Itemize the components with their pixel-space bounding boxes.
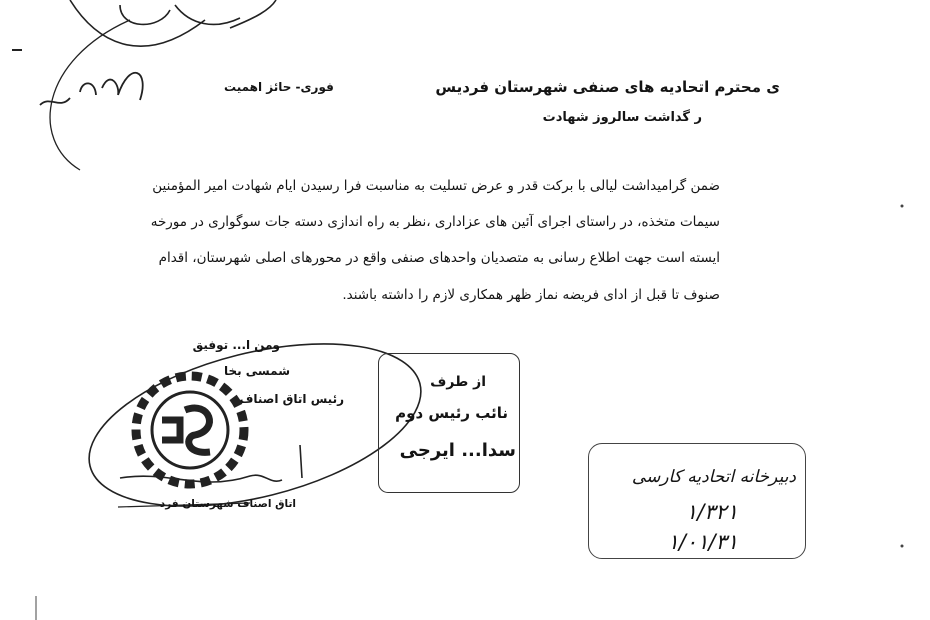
body-line: سیمات متخذه، در راستای اجرای آئین های عزاداری ،نظر به راه اندازی دسته جات سوگواری در مورخه (150, 214, 720, 230)
signature-line: شمسی بخا (223, 364, 290, 378)
body-line: ایسته است جهت اطلاع رسانی به متصدیان واحدهای صنفی واقع در محورهای اصلی شهرستان، اقدام (158, 250, 720, 266)
body-line: ضمن گرامیداشت لیالی با برکت قدر و عرض تسلیت به مناسبت فرا رسیدن ایام شهادت امیر المؤمنین (152, 178, 720, 194)
seal-emblem (136, 376, 244, 484)
addressee-line: ی محترم اتحادیه های صنفی شهرستان فردیس (435, 78, 780, 96)
margin-dot (901, 205, 904, 208)
registry-date: ۱/۰۱/۳۱ (667, 530, 738, 554)
subject-line: ر گداشت سالروز شهادت (542, 110, 702, 125)
signature-title: رئیس اتاق اصناف (239, 392, 344, 406)
handwritten-scribble (70, 0, 276, 46)
stamp-line: از طرف (430, 374, 486, 390)
registry-number: ۱/۳۲۱ (685, 500, 738, 524)
seal-text: اتاق اصناف شهرستان فرد (159, 498, 296, 510)
signature-line: ومن ا... توفیق (192, 338, 280, 352)
margin-dot (901, 545, 904, 548)
stamp-line: نائب رئیس دوم (395, 404, 508, 422)
body-line: صنوف تا قبل از ادای فریضه نماز ظهر همکاری لازم را داشته باشند. (342, 287, 720, 303)
stamp-name: سدا... ایرجی (399, 440, 516, 461)
urgency-label: فوری- حائز اهمیت (224, 80, 334, 94)
registry-title: دبیرخانه اتحادیه کارسی (631, 467, 796, 487)
